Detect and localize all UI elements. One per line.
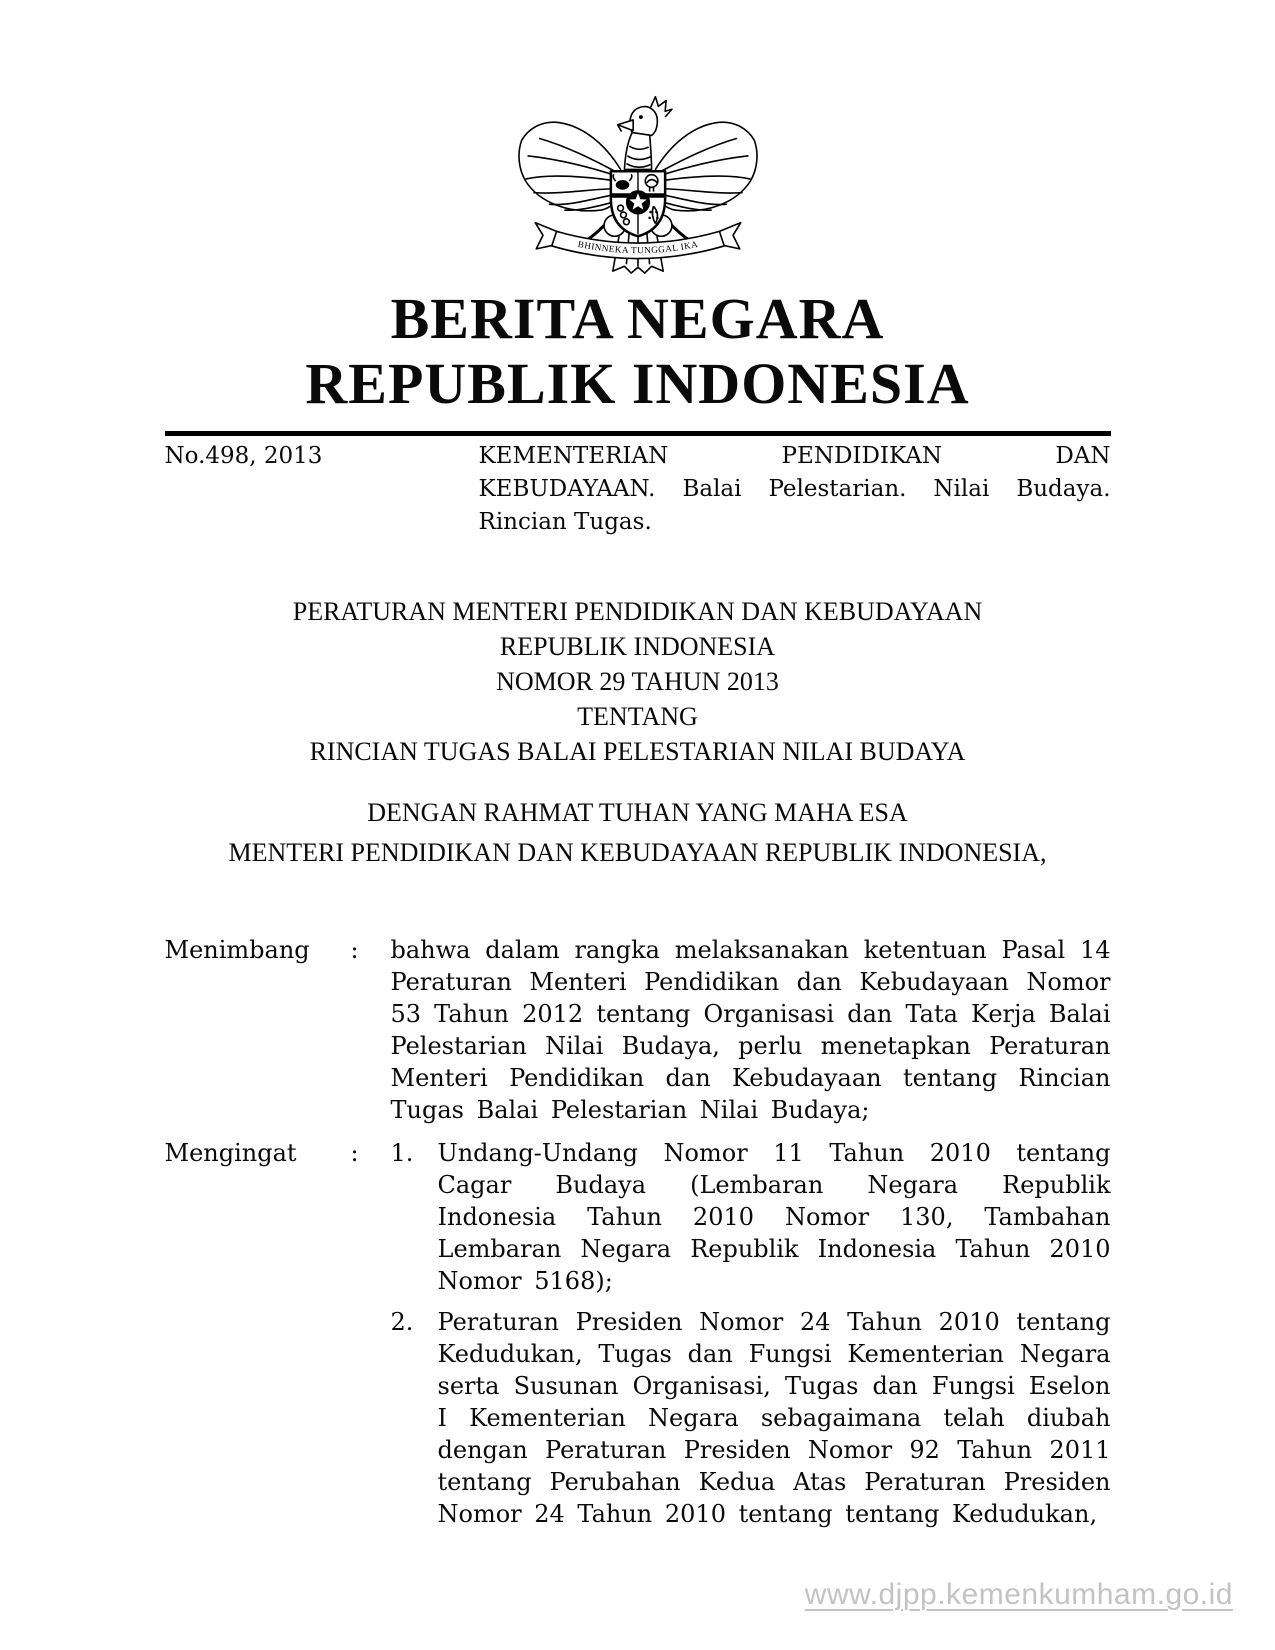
clause-menimbang bbox=[165, 934, 1111, 1126]
garuda-right-wing bbox=[655, 122, 757, 211]
garuda-left-wing bbox=[519, 122, 621, 211]
item-text: Undang-Undang Nomor 11 Tahun 2010 tentang Cagar Budaya (Lembaran Negara Republik Indonesia Tahun 2010 Nomor 130, Tambahan Lembaran Negara Republik Indonesia Tahun 2010 Nomor 5168); bbox=[437, 1139, 1111, 1295]
item-number: 2. bbox=[390, 1308, 414, 1336]
garuda-motto-text: BHINNEKA TUNGGAL IKA bbox=[576, 238, 699, 256]
item-text: Peraturan Presiden Nomor 24 Tahun 2010 tentang Kedudukan, Tugas dan Fungsi Kementerian Negara serta Susunan Organisasi, Tugas dan Fungsi Eselon I Kementerian Negara sebagaimana telah diubah dengan Peraturan Presiden Nomor 92 Tahun 2011 tentang Perubahan Kedua Atas Peraturan Presiden Nomor 24 Tahun 2010 tentang tentang Kedudukan, bbox=[437, 1308, 1111, 1528]
gazette-subject bbox=[479, 440, 1111, 539]
djpp-watermark-link[interactable]: www.djpp.kemenkumham.go.id bbox=[804, 1578, 1233, 1611]
subject-line: Rincian Tugas. bbox=[478, 509, 652, 535]
legal-basis-item bbox=[391, 1137, 1111, 1297]
regulation-subject-line: RINCIAN TUGAS BALAI PELESTARIAN NILAI BUDAYA bbox=[309, 737, 966, 766]
gazette-title-line-1: BERITA NEGARA bbox=[390, 286, 885, 351]
regulation-about-label: TENTANG bbox=[577, 702, 698, 731]
pancasila-shield bbox=[610, 171, 664, 236]
authority-line: MENTERI PENDIDIKAN DAN KEBUDAYAAN REPUBLIK INDONESIA, bbox=[228, 838, 1047, 867]
legal-basis-item bbox=[391, 1306, 1111, 1530]
masthead-divider-rule bbox=[165, 431, 1111, 436]
regulation-title-block bbox=[165, 594, 1111, 870]
clause-label: Menimbang bbox=[164, 936, 310, 964]
gazette-number: No.498, 2013 bbox=[164, 443, 323, 469]
gazette-title-line-2: REPUBLIK INDONESIA bbox=[305, 351, 970, 416]
item-number: 1. bbox=[390, 1139, 414, 1167]
invocation-line: DENGAN RAHMAT TUHAN YANG MAHA ESA bbox=[367, 798, 908, 827]
clause-items bbox=[391, 1137, 1111, 1530]
subject-line: KEMENTERIAN PENDIDIKAN DAN bbox=[478, 443, 1111, 469]
clause-separator: : bbox=[350, 1139, 359, 1167]
clause-text: bahwa dalam rangka melaksanakan ketentuan Pasal 14 Peraturan Menteri Pendidikan dan Kebudayaan Nomor 53 Tahun 2012 tentang Organisasi dan Tata Kerja Balai Pelestarian Nilai Budaya, perlu menetapkan Peraturan Menteri Pendidikan dan Kebudayaan tentang Rincian Tugas Balai Pelestarian Nilai Budaya; bbox=[390, 936, 1111, 1124]
garuda-pancasila-emblem bbox=[512, 84, 764, 278]
gazette-header-row bbox=[165, 440, 1111, 539]
regulation-number-line: NOMOR 29 TAHUN 2013 bbox=[496, 667, 779, 696]
clause-separator: : bbox=[350, 936, 359, 964]
preamble-clauses bbox=[165, 934, 1111, 1530]
regulation-title-line: PERATURAN MENTERI PENDIDIKAN DAN KEBUDAYAAN bbox=[292, 597, 983, 626]
clause-mengingat bbox=[165, 1137, 1111, 1530]
subject-line: KEBUDAYAAN. Balai Pelestarian. Nilai Budaya. bbox=[478, 476, 1111, 502]
regulation-title-line: REPUBLIK INDONESIA bbox=[499, 632, 776, 661]
clause-label: Mengingat bbox=[164, 1139, 297, 1167]
shield-bull-icon bbox=[615, 180, 629, 190]
